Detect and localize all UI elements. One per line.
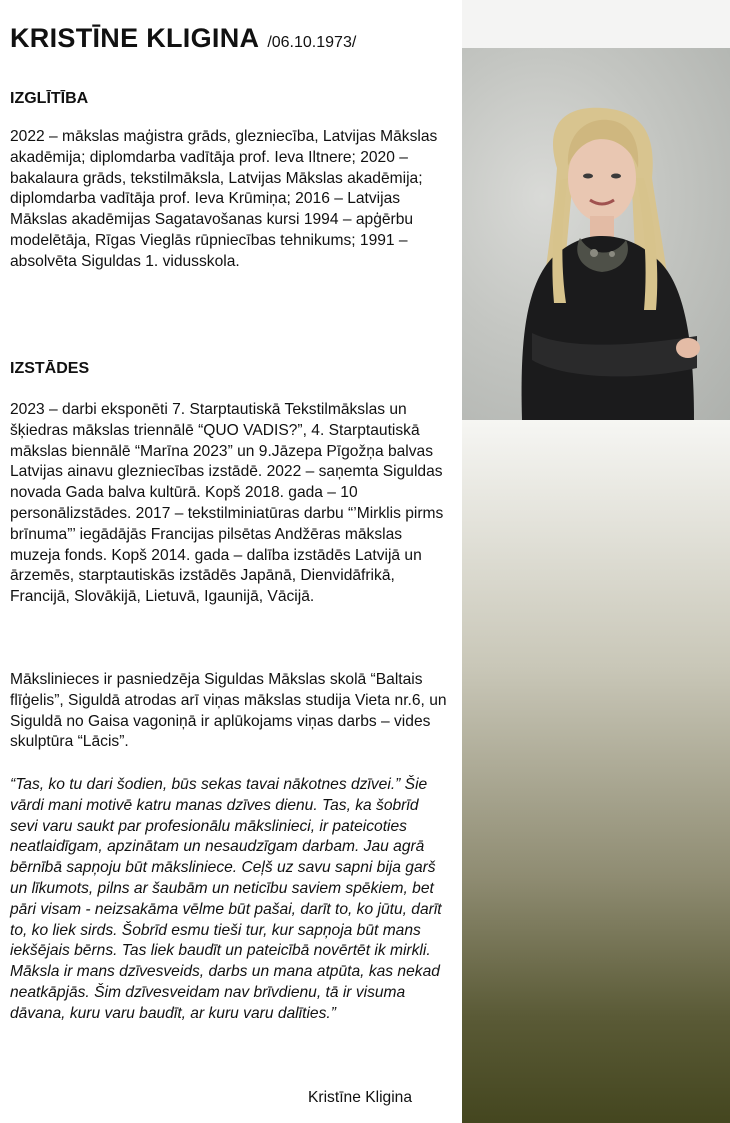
top-margin-strip (462, 0, 730, 48)
page-title (10, 18, 356, 55)
portrait-photo (462, 48, 730, 420)
birth-date: /06.10.1973/ (267, 34, 357, 51)
portrait-illustration (462, 48, 730, 420)
education-text: 2022 – mākslas maģistra grāds, glezniecība, Latvijas Mākslas akadēmija; diplomdarba vadītāja prof. Ieva Iltnere; 2020 – bakalaura grāds, tekstilmāksla, Latvijas Mākslas akadēmija; diplomdarba vadītāja prof. Ieva Krūmiņa; 2016 – Latvijas Mākslas akadēmijas Sagatavošanas kursi 1994 – apģērbu modelētāja, Rīgas Vieglās rūpniecības tehnikums; 1991 – absolvēta Siguldas 1. vidusskola. (10, 128, 438, 270)
education-heading: IZGLĪTĪBA (10, 90, 89, 107)
exhibitions-heading: IZSTĀDES (10, 360, 90, 377)
exhibitions-text: 2023 – darbi eksponēti 7. Starptautiskā Tekstilmākslas un šķiedras mākslas triennālē “QUO VADIS?”, 4. Starptautiskā mākslas biennālē “Marīna 2023” un 9.Jāzepa Pīgožņa balvas Latvijas ainavu glezniecības izstādē. 2022 – saņemta Siguldas novada Gada balva kultūrā. Kopš 2018. gada – 10 personālizstādes. 2017 – tekstilminiatūras darbu “’Mirklis pirms brīnuma”’ iegādājās Francijas pilsētas Andžēras mākslas muzeja fonds. Kopš 2014. gada – dalība izstādēs Latvijā un ārzemēs, starptautiskās izstādēs Japānā, Dienvidāfrikā, Francijā, Slovākijā, Lietuvā, Igaunijā, Vācijā. (10, 401, 444, 606)
teaching-text: Mākslinieces ir pasniedzēja Siguldas Mākslas skolā “Baltais flīģelis”, Siguldā atrodas arī viņas mākslas studija Vieta nr.6, un Siguldā no Gaisa vagoniņā ir aplūkojams viņas darbs – vides skulptūra “Lācis”. (10, 671, 447, 751)
artist-quote: “Tas, ko tu dari šodien, būs sekas tavai nākotnes dzīvei.” Šie vārdi mani motivē katru manas dzīves dienu. Tas, ka šobrīd sevi varu saukt par profesionālu mākslinieci, ir pateicoties neatlaidīgam, apzinātam un nesaudzīgam darbam. Jau agrā bērnībā sapņoju būt māksliniece. Ceļš uz savu sapni bija garš un līkumots, pilns ar šaubām un neticību saviem spēkiem, bet pāri visam - neizsakāma vēlme būt pašai, darīt to, ko jūtu, darīt to, ko liek sirds. Šobrīd esmu tieši tur, kur sapņoja būt mans iekšējais bērns. Tas liek baudīt un pateicībā novērtēt ik mirkli. Māksla ir mans dzīvesveids, darbs un mana atpūta, kas nekad neatkāpjās. Šim dzīvesveidam nav brīvdienu, tā ir visuma dāvana, kuru varu baudīt, ar kuru varu dalīties.” (10, 776, 442, 1022)
artist-name: KRISTĪNE KLIGINA (10, 23, 260, 53)
quote-signature: Kristīne Kligina (308, 1089, 413, 1106)
decorative-gradient-panel (462, 420, 730, 1123)
